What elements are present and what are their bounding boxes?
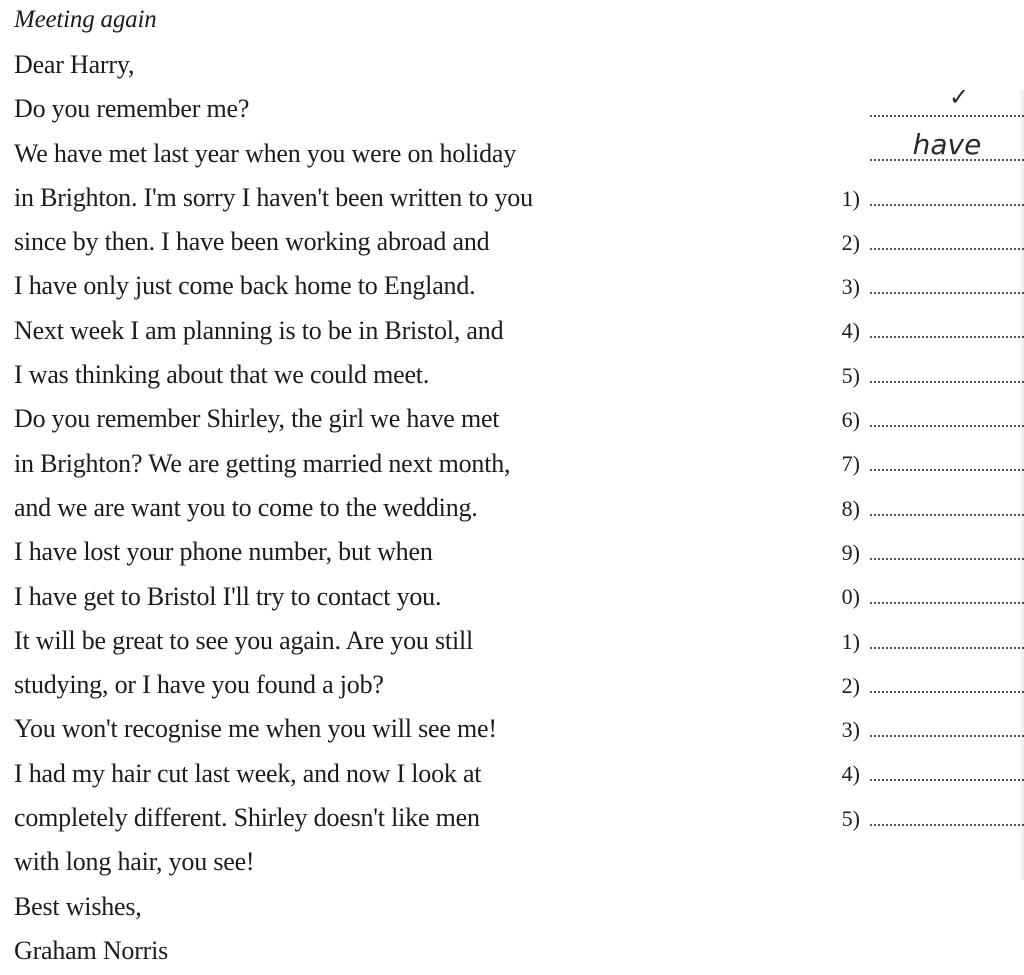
- answer-number: 2): [841, 229, 860, 255]
- answer-row: [810, 750, 1024, 794]
- letter-line: studying, or I have you found a job?: [14, 670, 384, 700]
- answer-number: 5): [841, 362, 860, 388]
- answer-number: 3): [841, 717, 860, 743]
- answer-number: 4): [841, 318, 860, 344]
- answer-row: [810, 352, 1024, 396]
- answer-row: [810, 219, 1024, 263]
- letter-line: I have only just come back home to England.: [14, 271, 476, 301]
- answer-line[interactable]: [870, 204, 1024, 206]
- letter-line: We have met last year when you were on holiday: [14, 138, 517, 168]
- letter-line: in Brighton? We are getting married next month,: [14, 448, 511, 478]
- page-edge-shadow: [1018, 90, 1024, 880]
- handwritten-answer: have: [912, 128, 982, 162]
- answer-row: [810, 529, 1024, 573]
- letter-line: I was thinking about that we could meet.: [14, 360, 430, 390]
- letter-line: Dear Harry,: [14, 50, 135, 79]
- letter-line: It will be great to see you again. Are you still: [14, 625, 474, 655]
- answer-line[interactable]: [870, 647, 1024, 649]
- answer-line[interactable]: [870, 514, 1024, 516]
- answer-row: [810, 175, 1024, 219]
- answer-row: [810, 263, 1024, 307]
- answer-line[interactable]: [870, 381, 1024, 383]
- answer-column: [810, 83, 1024, 839]
- answer-row: [810, 795, 1024, 839]
- checkmark-icon: ✓: [948, 83, 970, 111]
- answer-number: 3): [841, 274, 860, 300]
- letter-line: and we are want you to come to the wedding.: [14, 492, 478, 522]
- letter-line: Do you remember Shirley, the girl we have met: [14, 404, 500, 434]
- answer-line[interactable]: [870, 735, 1024, 737]
- letter-line: completely different. Shirley doesn't like men: [14, 803, 480, 833]
- answer-row: [810, 485, 1024, 529]
- exercise-title: Meeting again: [14, 6, 157, 33]
- answer-line[interactable]: [870, 336, 1024, 338]
- letter-line: I have get to Bristol I'll try to contact you.: [14, 581, 442, 611]
- answer-number: 8): [841, 495, 860, 521]
- answer-line[interactable]: [870, 602, 1024, 604]
- letter-line: Best wishes,: [14, 891, 142, 921]
- answer-line[interactable]: [870, 779, 1024, 781]
- letter-line: You won't recognise me when you will see me!: [14, 714, 497, 744]
- answer-line[interactable]: [870, 115, 1024, 117]
- answer-row: [810, 83, 1024, 130]
- letter-line: Next week I am planning is to be in Bristol, and: [14, 315, 504, 345]
- answer-number: 1): [841, 185, 860, 211]
- answer-line[interactable]: [870, 292, 1024, 294]
- answer-line[interactable]: [870, 425, 1024, 427]
- answer-line[interactable]: [870, 824, 1024, 826]
- answer-number: 1): [841, 628, 860, 654]
- answer-line[interactable]: [870, 248, 1024, 250]
- letter-line: Graham Norris: [14, 935, 169, 965]
- answer-row: [810, 706, 1024, 750]
- answer-row: [810, 130, 1024, 174]
- answer-row: [810, 396, 1024, 440]
- answer-line[interactable]: [870, 691, 1024, 693]
- letter-line: I have lost your phone number, but when: [14, 537, 433, 567]
- letter-line: I had my hair cut last week, and now I look at: [14, 758, 482, 788]
- letter-line: since by then. I have been working abroad and: [14, 227, 490, 257]
- letter-line: Do you remember me?: [14, 94, 250, 124]
- answer-number: 5): [841, 805, 860, 831]
- letter-line: with long hair, you see!: [14, 847, 255, 877]
- letter-text: [14, 45, 533, 975]
- letter-line: in Brighton. I'm sorry I haven't been written to you: [14, 182, 533, 212]
- answer-number: 7): [841, 451, 860, 477]
- answer-number: 6): [841, 407, 860, 433]
- answer-line[interactable]: [870, 469, 1024, 471]
- answer-row: [810, 662, 1024, 706]
- answer-line[interactable]: [870, 558, 1024, 560]
- answer-row: [810, 307, 1024, 351]
- answer-number: 2): [841, 672, 860, 698]
- answer-row: [810, 440, 1024, 484]
- answer-row: [810, 618, 1024, 662]
- answer-number: 4): [841, 761, 860, 787]
- answer-row: [810, 573, 1024, 617]
- answer-number: 0): [841, 584, 860, 610]
- answer-number: 9): [841, 539, 860, 565]
